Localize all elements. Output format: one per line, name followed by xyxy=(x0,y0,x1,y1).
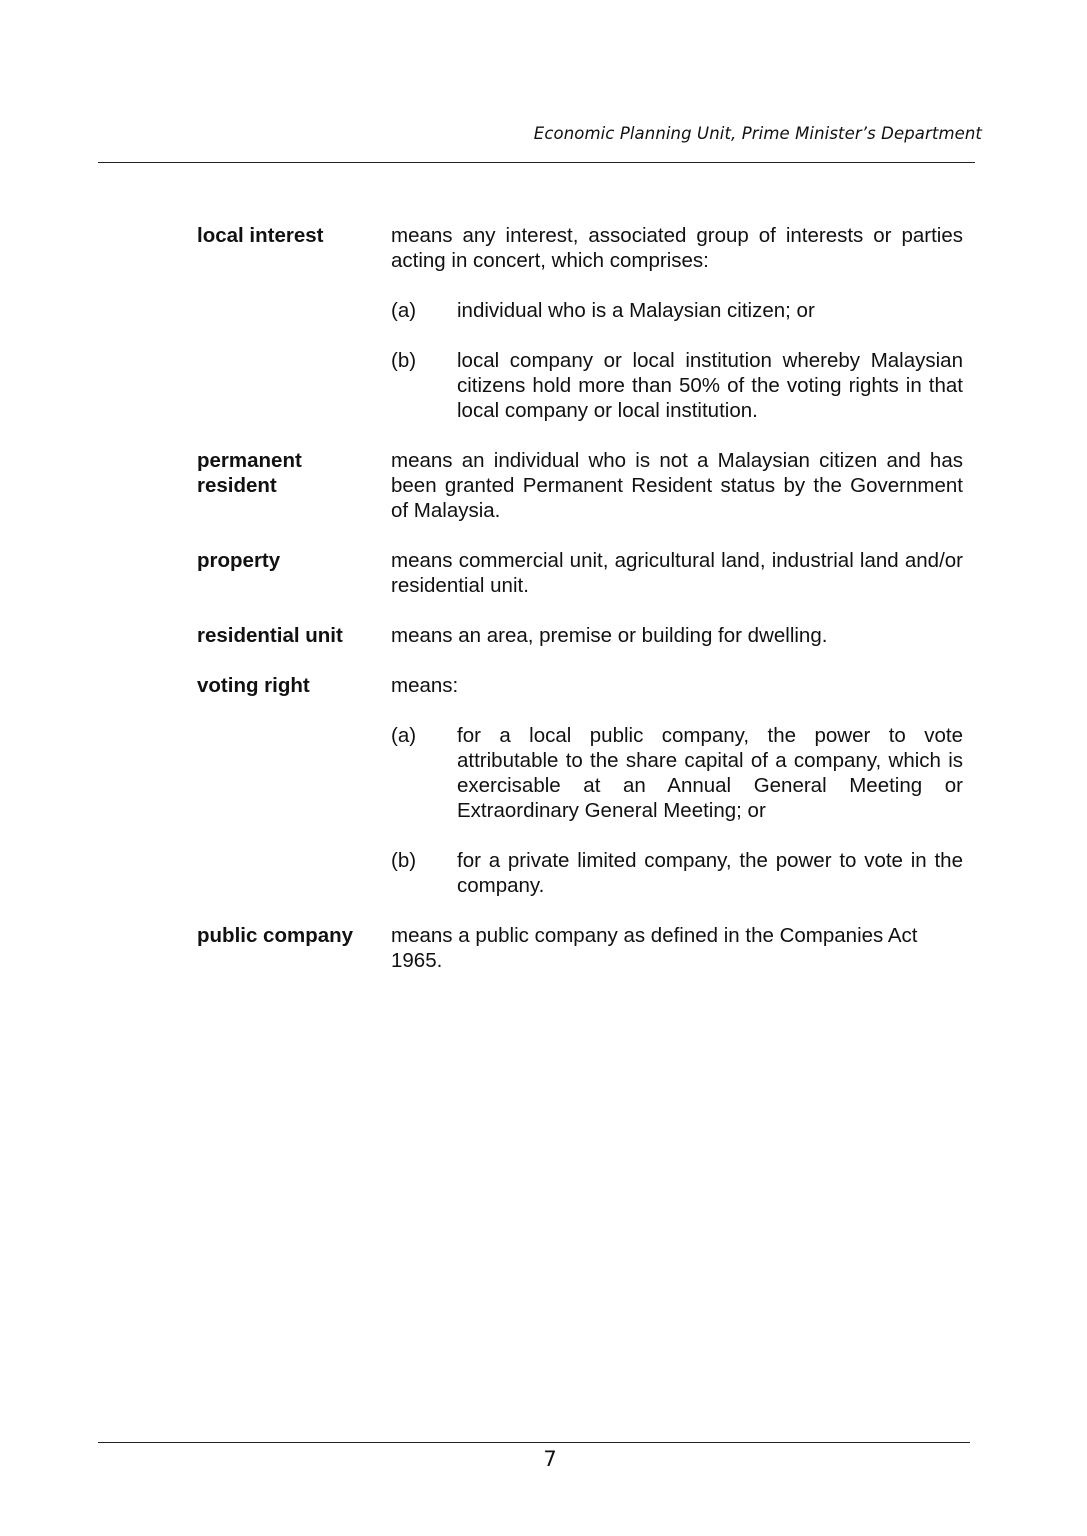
list-item xyxy=(391,298,963,323)
definition xyxy=(391,223,963,423)
list-item-text: local company or local institution whereby Malaysian citizens hold more than 50% of the voting rights in that local company or local institution. xyxy=(457,349,963,422)
list-item xyxy=(391,723,963,823)
page-number: 7 xyxy=(543,1447,557,1471)
definition xyxy=(391,923,963,973)
definition-text: means an individual who is not a Malaysian citizen and has been granted Permanent Resident status by the Government of Malaysia. xyxy=(391,449,963,522)
header-divider xyxy=(98,162,975,163)
glossary-entry-public-company xyxy=(197,923,963,973)
glossary-entry-residential-unit xyxy=(197,623,963,648)
definition xyxy=(391,673,963,898)
definition-text: means commercial unit, agricultural land, industrial land and/or residential unit. xyxy=(391,549,963,597)
definition-text: means a public company as defined in the Companies Act 1965. xyxy=(391,924,918,972)
glossary-entry-local-interest xyxy=(197,223,963,423)
list-item xyxy=(391,848,963,898)
definition xyxy=(391,548,963,598)
definition-text: means: xyxy=(391,674,459,697)
term: public company xyxy=(197,924,354,947)
list-item xyxy=(391,348,963,423)
definition-text: means an area, premise or building for dwelling. xyxy=(391,624,828,647)
term: property xyxy=(197,549,281,572)
definition-text: means any interest, associated group of interests or parties acting in concert, which comprises: xyxy=(391,224,963,272)
term: local interest xyxy=(197,224,324,247)
list-marker: (a) xyxy=(391,724,417,747)
glossary xyxy=(197,223,963,998)
term: permanent resident xyxy=(197,449,302,497)
term: residential unit xyxy=(197,624,343,647)
glossary-entry-voting-right xyxy=(197,673,963,898)
list-marker: (a) xyxy=(391,299,417,322)
definition xyxy=(391,623,963,648)
list-marker: (b) xyxy=(391,349,417,372)
list-item-text: for a local public company, the power to vote attributable to the share capital of a company, which is exercisable at an Annual General Meeting or Extraordinary General Meeting; or xyxy=(457,724,963,822)
list-marker: (b) xyxy=(391,849,417,872)
glossary-entry-permanent-resident xyxy=(197,448,963,523)
running-header: Economic Planning Unit, Prime Minister’s Department xyxy=(533,124,982,143)
list-item-text: for a private limited company, the power to vote in the company. xyxy=(457,849,963,897)
list-item-text: individual who is a Malaysian citizen; or xyxy=(457,299,815,322)
definition xyxy=(391,448,963,523)
term: voting right xyxy=(197,674,310,697)
glossary-entry-property xyxy=(197,548,963,598)
footer-divider xyxy=(98,1442,970,1443)
